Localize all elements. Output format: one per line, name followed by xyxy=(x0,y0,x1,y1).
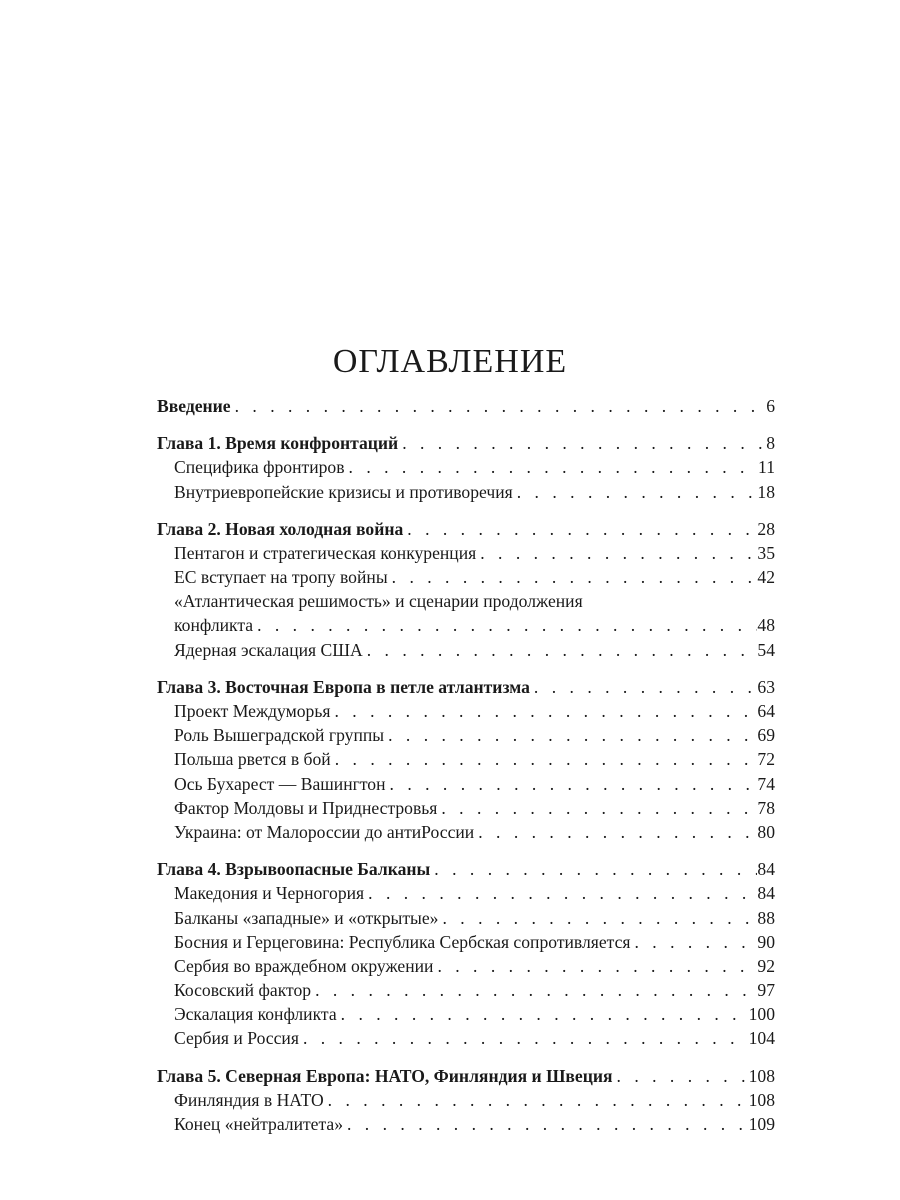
toc-section xyxy=(157,431,775,504)
dot-leader xyxy=(253,613,757,637)
toc-subentry[interactable] xyxy=(157,747,775,771)
toc-subentry-page-number: 69 xyxy=(757,725,775,746)
toc-subentry-page-number: 74 xyxy=(757,773,775,794)
toc-subentry-text: Ось Бухарест — Вашингтон xyxy=(174,773,386,794)
toc-subentry[interactable] xyxy=(157,699,775,723)
toc-subentry[interactable] xyxy=(157,1112,775,1136)
dot-leader xyxy=(430,857,757,881)
toc-subentry-text: Специфика фронтиров xyxy=(174,457,345,478)
toc-chapter-entry-page-number: 8 xyxy=(766,433,775,454)
toc-subentry-page-number: 84 xyxy=(757,883,775,904)
toc-subentry[interactable] xyxy=(157,723,775,747)
toc-subentry-page-number: 64 xyxy=(757,701,775,722)
toc-subentry-page-number: 54 xyxy=(757,639,775,660)
toc-subentry-page-number: 90 xyxy=(757,931,775,952)
toc-subentry-page-number: 78 xyxy=(757,797,775,818)
toc-subentry-page-number: 80 xyxy=(757,821,775,842)
dot-leader xyxy=(384,723,757,747)
toc-subentry[interactable] xyxy=(157,881,775,905)
dot-leader xyxy=(433,954,757,978)
toc-subentry[interactable] xyxy=(157,1088,775,1112)
toc-subentry-text: Сербия и Россия xyxy=(174,1028,299,1049)
toc-subentry-text: Проект Междуморья xyxy=(174,701,331,722)
dot-leader xyxy=(330,699,757,723)
dot-leader xyxy=(613,1064,749,1088)
toc-chapter-entry[interactable] xyxy=(157,517,775,541)
toc-chapter-entry[interactable] xyxy=(157,394,775,418)
toc-chapter-entry-page-number: 84 xyxy=(757,859,775,880)
dot-leader xyxy=(311,978,757,1002)
toc-chapter-entry-page-number: 6 xyxy=(766,395,775,416)
dot-leader xyxy=(476,541,757,565)
dot-leader xyxy=(388,565,758,589)
toc-subentry[interactable] xyxy=(157,638,775,662)
toc-section xyxy=(157,1064,775,1137)
toc-subentry[interactable] xyxy=(157,954,775,978)
dot-leader xyxy=(437,796,757,820)
toc-chapter-entry-text: Глава 2. Новая холодная война xyxy=(157,518,404,539)
toc-chapter-entry[interactable] xyxy=(157,1064,775,1088)
toc-subentry[interactable] xyxy=(157,906,775,930)
toc-chapter-entry-page-number: 28 xyxy=(757,518,775,539)
toc-subentry-text: Сербия во враждебном окружении xyxy=(174,955,434,976)
dot-leader xyxy=(337,1002,749,1026)
toc-subentry[interactable] xyxy=(157,772,775,796)
toc-subentry-text: Роль Вышеградской группы xyxy=(174,725,385,746)
toc-section xyxy=(157,394,775,418)
toc-subentry-page-number: 108 xyxy=(748,1089,775,1110)
toc-subentry-text: Эскалация конфликта xyxy=(174,1004,337,1025)
toc-subentry-text: Внутриевропейские кризисы и противоречия xyxy=(174,481,513,502)
toc-subentry-text: Польша рвется в бой xyxy=(174,749,331,770)
dot-leader xyxy=(630,930,757,954)
dot-leader xyxy=(438,906,757,930)
toc-subentry-page-number: 72 xyxy=(757,749,775,770)
dot-leader xyxy=(331,747,758,771)
toc-subentry[interactable] xyxy=(157,565,775,589)
toc-chapter-entry-page-number: 108 xyxy=(748,1065,775,1086)
toc-subentry[interactable] xyxy=(157,455,775,479)
toc-chapter-entry[interactable] xyxy=(157,431,775,455)
toc-subentry-text: Ядерная эскалация США xyxy=(174,639,363,660)
toc-subentry-page-number: 35 xyxy=(757,542,775,563)
toc-chapter-entry-text: Введение xyxy=(157,395,231,416)
toc-subentry[interactable] xyxy=(157,796,775,820)
dot-leader xyxy=(231,394,767,418)
toc-chapter-entry-text: Глава 1. Время конфронтаций xyxy=(157,433,399,454)
dot-leader xyxy=(530,675,757,699)
toc-chapter-entry-page-number: 63 xyxy=(757,676,775,697)
toc-subentry-page-number: 11 xyxy=(758,457,775,478)
toc-subentry-text: Босния и Герцеговина: Республика Сербская сопротивляется xyxy=(174,931,631,952)
toc-subentry-text: Пентагон и стратегическая конкуренция xyxy=(174,542,477,563)
toc-chapter-entry-text: Глава 4. Взрывоопасные Балканы xyxy=(157,859,431,880)
dot-leader xyxy=(474,820,757,844)
toc-section xyxy=(157,675,775,844)
toc-subentry[interactable] xyxy=(157,978,775,1002)
toc-subentry-page-number: 92 xyxy=(757,955,775,976)
toc-subentry-page-number: 88 xyxy=(757,907,775,928)
toc-subentry-text: «Атлантическая решимость» и сценарии продолжения xyxy=(174,591,583,612)
toc-subentry-text: Конец «нейтралитета» xyxy=(174,1114,343,1135)
dot-leader xyxy=(324,1088,749,1112)
toc-subentry[interactable] xyxy=(157,480,775,504)
dot-leader xyxy=(364,881,757,905)
toc-subentry-text: Финляндия в НАТО xyxy=(174,1089,324,1110)
toc-subentry-page-number: 100 xyxy=(748,1004,775,1025)
dot-leader xyxy=(363,638,758,662)
toc-subentry-text: Фактор Молдовы и Приднестровья xyxy=(174,797,438,818)
dot-leader xyxy=(343,1112,749,1136)
toc-section xyxy=(157,857,775,1051)
dot-leader xyxy=(513,480,758,504)
dot-leader xyxy=(345,455,759,479)
toc-subentry[interactable] xyxy=(157,930,775,954)
toc-section xyxy=(157,517,775,662)
toc-chapter-entry[interactable] xyxy=(157,675,775,699)
toc-subentry[interactable] xyxy=(157,820,775,844)
toc-subentry-text: Македония и Черногория xyxy=(174,883,365,904)
toc-subentry-text: конфликта xyxy=(174,615,254,636)
toc-subentry-page-number: 42 xyxy=(757,567,775,588)
toc-subentry-text: Косовский фактор xyxy=(174,980,312,1001)
toc-subentry-text: Украина: от Малороссии до антиРоссии xyxy=(174,821,475,842)
dot-leader xyxy=(299,1026,749,1050)
toc-subentry[interactable] xyxy=(157,541,775,565)
toc-subentry[interactable] xyxy=(157,1027,775,1051)
toc-subentry-page-number: 48 xyxy=(757,615,775,636)
table-of-contents xyxy=(157,394,775,1149)
toc-subentry-page-number: 18 xyxy=(757,481,775,502)
toc-subentry-text: Балканы «западные» и «открытые» xyxy=(174,907,439,928)
toc-subentry-page-number: 97 xyxy=(757,980,775,1001)
page-title: ОГЛАВЛЕНИЕ xyxy=(332,342,568,380)
toc-subentry-text: ЕС вступает на тропу войны xyxy=(174,567,388,588)
toc-subentry[interactable] xyxy=(157,589,775,613)
toc-subentry[interactable] xyxy=(157,614,775,638)
toc-chapter-entry-text: Глава 5. Северная Европа: НАТО, Финляндия и Швеция xyxy=(157,1065,613,1086)
dot-leader xyxy=(386,772,758,796)
toc-chapter-entry-text: Глава 3. Восточная Европа в петле атлантизма xyxy=(157,676,530,697)
toc-subentry[interactable] xyxy=(157,1002,775,1026)
dot-leader xyxy=(403,517,757,541)
toc-subentry-page-number: 109 xyxy=(748,1114,775,1135)
toc-chapter-entry[interactable] xyxy=(157,857,775,881)
toc-subentry-page-number: 104 xyxy=(748,1028,775,1049)
dot-leader xyxy=(398,431,766,455)
